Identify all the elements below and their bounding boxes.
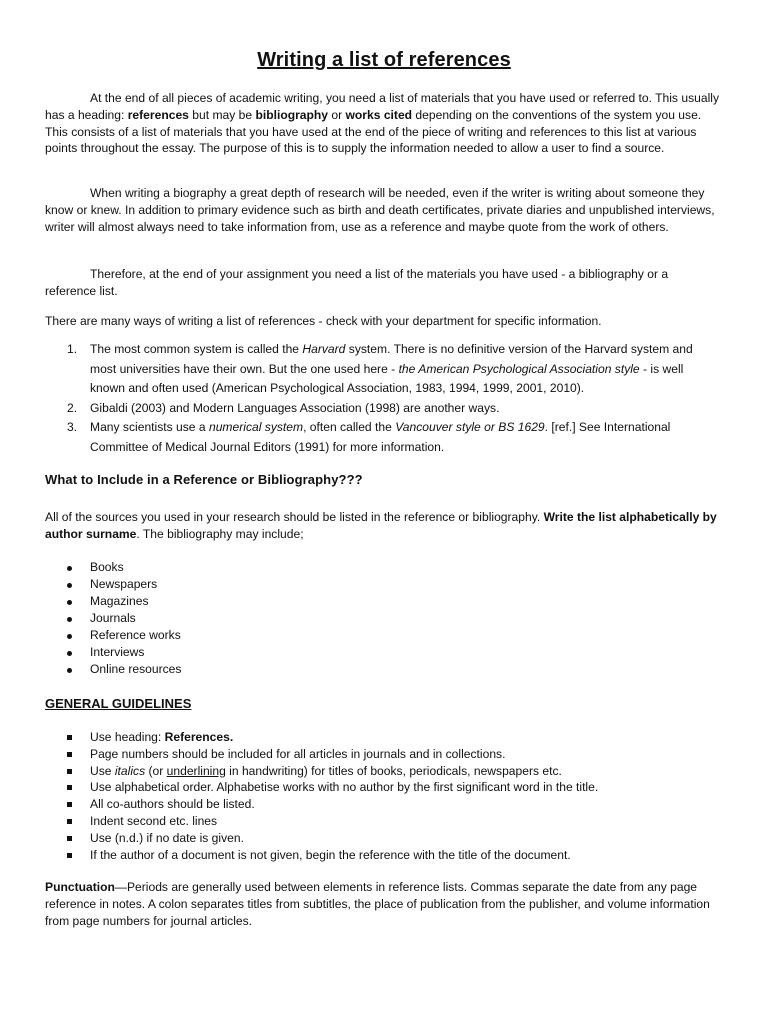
list-item (45, 661, 181, 678)
list-item (45, 610, 181, 627)
section-heading-guidelines: GENERAL GUIDELINES (45, 696, 192, 711)
list-item-label: Use alphabetical order. Alphabetise works with no author by the first significant word in the title. (90, 780, 599, 795)
list-item-label: Newspapers (90, 577, 158, 591)
list-item (45, 796, 721, 813)
text-span: —Periods are generally used between elements in reference lists. Commas separate the date from any page reference in notes. A colon separates titles from subtitles, the place of publication from the publisher, and volume information from page numbers for journal articles. (45, 880, 710, 928)
list-number: 3. (67, 420, 78, 434)
list-item-label: Interviews (90, 645, 145, 659)
list-item (45, 813, 721, 830)
intro-paragraph (45, 90, 721, 157)
bullet-icon (67, 583, 72, 588)
bold-term-punctuation: Punctuation (45, 880, 115, 894)
bullet-icon (67, 566, 72, 571)
text-span: in handwriting) for titles of books, periodicals, newspapers etc. (225, 763, 562, 778)
ways-paragraph: There are many ways of writing a list of references - check with your department for specific information. (45, 314, 602, 328)
list-item (45, 729, 721, 746)
text-span: - is well known and often used (American Psychological Association, 1983, 1994, 1999, 2001, 2010). (90, 361, 684, 395)
list-item-label: Indent second etc. lines (90, 813, 218, 828)
list-item-label: If the author of a document is not given, begin the reference with the title of the document. (90, 847, 571, 862)
list-item-label: All co-authors should be listed. (90, 797, 255, 812)
bullet-icon (67, 634, 72, 639)
list-item (45, 559, 181, 576)
list-item (45, 399, 721, 419)
bullet-icon (67, 600, 72, 605)
page-title: Writing a list of references (257, 49, 511, 71)
text-span: or (328, 107, 346, 122)
italic-text: the American Psychological Association style (398, 361, 640, 376)
list-number: 2. (67, 400, 78, 415)
square-bullet-icon (67, 785, 72, 790)
text-span: depending on the conventions of the system you use. This consists of a list of materials that you have used at the end of the piece of writing and references to this list at various points throughout the essay. The purpose of this is to supply the information needed to allow a user to find a source. (45, 107, 702, 156)
list-item (45, 644, 181, 661)
text-span: Use heading: (90, 730, 165, 744)
bold-instruction: Write the list alphabetically by author surname (45, 510, 717, 541)
square-bullet-icon (67, 853, 72, 858)
italic-text: Vancouver style or BS 1629 (395, 420, 545, 434)
list-item-label: Use (n.d.) if no date is given. (90, 830, 244, 845)
bullet-icon (67, 651, 72, 656)
list-item (45, 847, 721, 864)
square-bullet-icon (67, 769, 72, 774)
list-item (45, 340, 721, 399)
list-item (45, 593, 181, 610)
list-item (45, 779, 721, 796)
square-bullet-icon (67, 752, 72, 757)
list-item (45, 763, 721, 780)
reference-systems-list (45, 340, 721, 457)
text-span: , often called the (303, 420, 396, 434)
bold-text: References. (164, 730, 234, 744)
list-item (45, 576, 181, 593)
text-span: . [ref.] See International Committee of Medical Journal Editors (1991) for more information. (90, 420, 671, 454)
guidelines-list (45, 729, 721, 863)
square-bullet-icon (67, 802, 72, 807)
biography-paragraph: When writing a biography a great depth of research will be needed, even if the writer is writing about someone they know or knew. In addition to primary evidence such as birth and death certificates, private diaries and unpublished interviews, writer will almost always need to take information from, use as a reference and maybe quote from the work of others. (45, 186, 715, 234)
list-item-label: Books (90, 560, 124, 574)
bullet-icon (67, 668, 72, 673)
text-span: . The bibliography may include; (136, 526, 304, 541)
list-item (45, 746, 721, 763)
list-item-label: Magazines (90, 594, 149, 608)
text-span: Gibaldi (2003) and Modern Languages Association (1998) are another ways. (90, 400, 500, 415)
italic-text: Harvard (302, 342, 346, 356)
text-span: The most common system is called the (90, 342, 303, 356)
text-span: system. There is no definitive version of the Harvard system and most universities have their own. But the one used here - (90, 342, 693, 376)
list-item-label: Online resources (90, 662, 182, 676)
bold-term-references: references (127, 107, 189, 122)
square-bullet-icon (67, 735, 72, 740)
square-bullet-icon (67, 819, 72, 824)
text-span: (or (145, 763, 167, 778)
text-span: At the end of all pieces of academic writing, you need a list of materials that you have used or referred to. This usually has a heading: (45, 91, 719, 122)
italic-text: numerical system (208, 420, 304, 434)
bold-term-works-cited: works cited (345, 107, 413, 122)
underlined-text: underlining (166, 763, 226, 778)
list-item (45, 830, 721, 847)
list-item-label: Journals (90, 611, 136, 625)
bullet-icon (67, 617, 72, 622)
sources-paragraph (45, 509, 721, 543)
text-span: Use (90, 763, 115, 778)
list-item-label: Page numbers should be included for all articles in journals and in collections. (90, 746, 506, 761)
punctuation-paragraph (45, 879, 721, 929)
list-item (45, 627, 181, 644)
sources-list (45, 559, 181, 678)
italic-text: italics (114, 763, 146, 778)
bold-term-bibliography: bibliography (255, 107, 329, 122)
text-span: All of the sources you used in your research should be listed in the reference or bibliography. (45, 510, 544, 524)
list-item-label: Reference works (90, 628, 181, 642)
text-span: but may be (188, 107, 256, 122)
assignment-paragraph: Therefore, at the end of your assignment you need a list of the materials you have used - a bibliography or a reference list. (45, 267, 669, 298)
list-item (45, 418, 721, 457)
list-number: 1. (67, 342, 78, 356)
square-bullet-icon (67, 836, 72, 841)
text-span: Many scientists use a (90, 420, 209, 434)
section-heading-include: What to Include in a Reference or Bibliography??? (45, 472, 363, 487)
